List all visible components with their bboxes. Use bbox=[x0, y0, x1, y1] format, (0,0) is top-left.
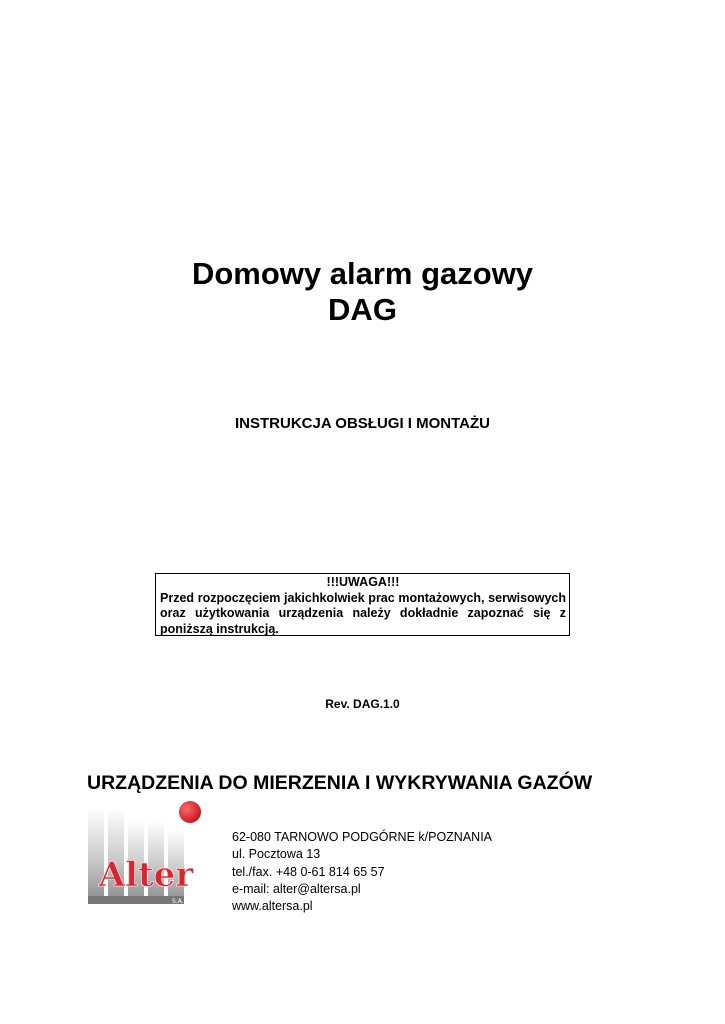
document-title: Domowy alarm gazowy bbox=[191, 256, 534, 291]
address-line: ul. Pocztowa 13 bbox=[232, 847, 321, 862]
address-line: 62-080 TARNOWO PODGÓRNE k/POZNANIA bbox=[232, 830, 493, 844]
warning-heading: !!!UWAGA!!! bbox=[326, 575, 400, 589]
phone-line: tel./fax. +48 0-61 814 65 57 bbox=[232, 864, 385, 879]
email-line: e-mail: alter@altersa.pl bbox=[232, 881, 361, 896]
logo-text: Alter bbox=[98, 855, 194, 895]
website-line: www.altersa.pl bbox=[232, 899, 313, 914]
warning-box bbox=[155, 573, 570, 636]
warning-text: Przed rozpoczęciem jakichkolwiek prac montażowych, serwisowych oraz użytkowania urządzenia należy dokładnie zapoznać się z poniższą instrukcją. bbox=[160, 590, 566, 636]
revision-label: Rev. DAG.1.0 bbox=[325, 697, 400, 711]
logo-suffix: S.A. bbox=[172, 898, 184, 905]
company-address bbox=[232, 829, 492, 915]
document-model: DAG bbox=[328, 292, 397, 327]
company-tagline: URZĄDZENIA DO MIERZENIA I WYKRYWANIA GAZÓW bbox=[87, 772, 593, 794]
document-subtitle: INSTRUKCJA OBSŁUGI I MONTAŻU bbox=[235, 415, 490, 432]
alter-logo bbox=[86, 800, 206, 906]
